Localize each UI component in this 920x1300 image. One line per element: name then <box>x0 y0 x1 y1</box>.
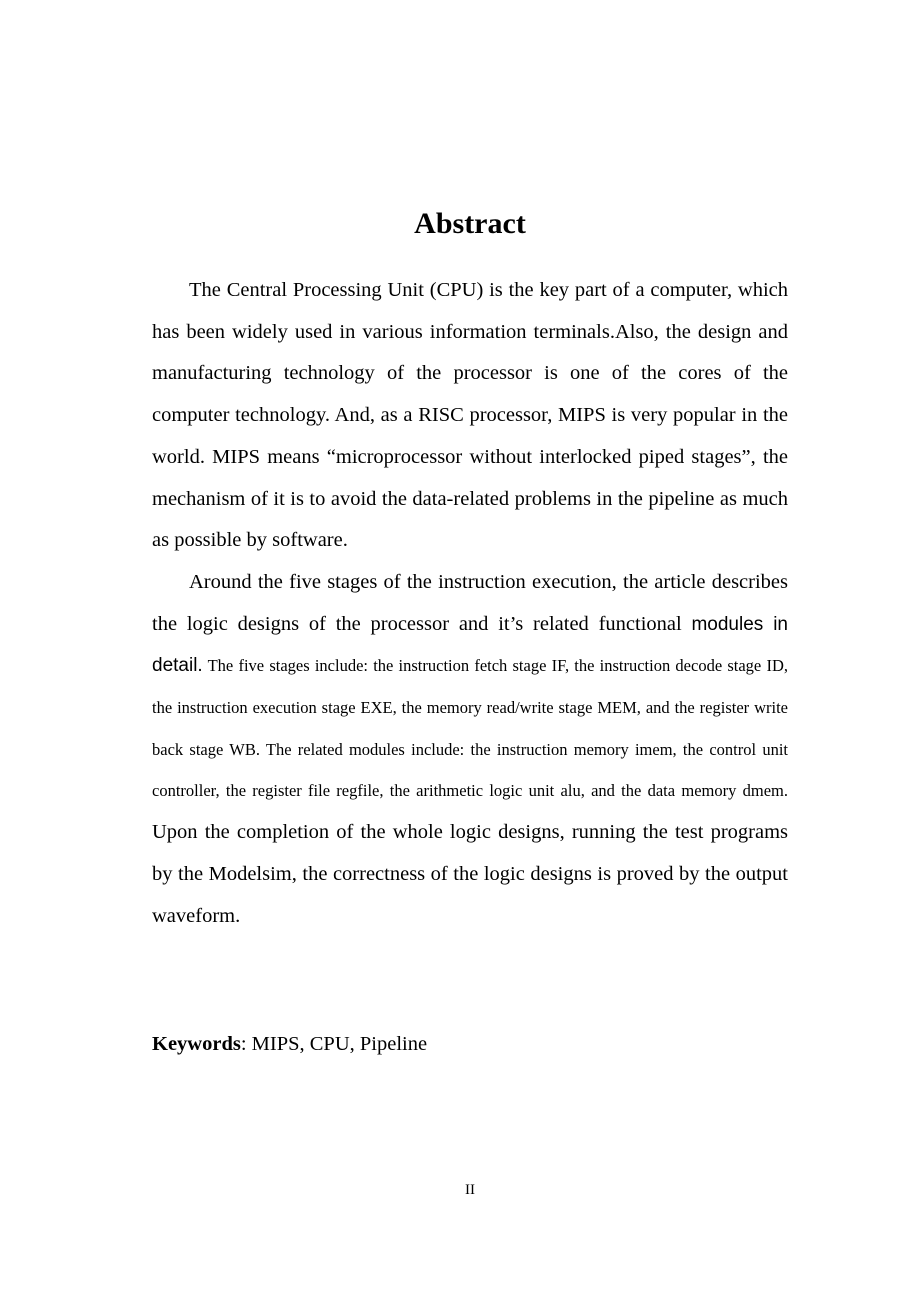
keywords-value: MIPS, CPU, Pipeline <box>251 1033 428 1055</box>
abstract-paragraph-1: The Central Processing Unit (CPU) is the key part of a computer, which has been widely used in various information terminals.Also, the design and manufacturing technology of the processor is one of the cores of the computer technology. And, as a RISC processor, MIPS is very popular in the world. MIPS means “microprocessor without interlocked piped stages”, the mechanism of it is to avoid the data-related problems in the pipeline as much as possible by software. <box>152 279 788 552</box>
page-number: II <box>465 1182 475 1198</box>
abstract-title: Abstract <box>414 207 526 240</box>
paragraph-2-conclusion: Upon the completion of the whole logic designs, running the test programs by the Modelsim, the correctness of the logic designs is proved by the output waveform. <box>152 821 788 927</box>
paragraph-2-stages-and-modules: The five stages include: the instruction fetch stage IF, the instruction decode stage ID, the instruction execution stage EXE, the memory read/write stage MEM, and the register write back stage WB. The related modules include: the instruction memory imem, the control unit controller, the register file regfile, the arithmetic logic unit alu, and the data memory dmem. <box>152 656 788 801</box>
keywords-line <box>152 1023 788 1065</box>
paragraph-2-intro: Around the five stages of the instruction execution, the article describes the logic designs of the processor and it’s related functional <box>152 570 788 635</box>
keywords-separator: : <box>240 1033 252 1055</box>
paragraph-2-modules-phrase: modules in detail. <box>152 613 788 677</box>
keywords-label: Keywords <box>152 1033 241 1055</box>
abstract-paragraph-2 <box>152 562 788 937</box>
abstract-body <box>152 270 788 937</box>
